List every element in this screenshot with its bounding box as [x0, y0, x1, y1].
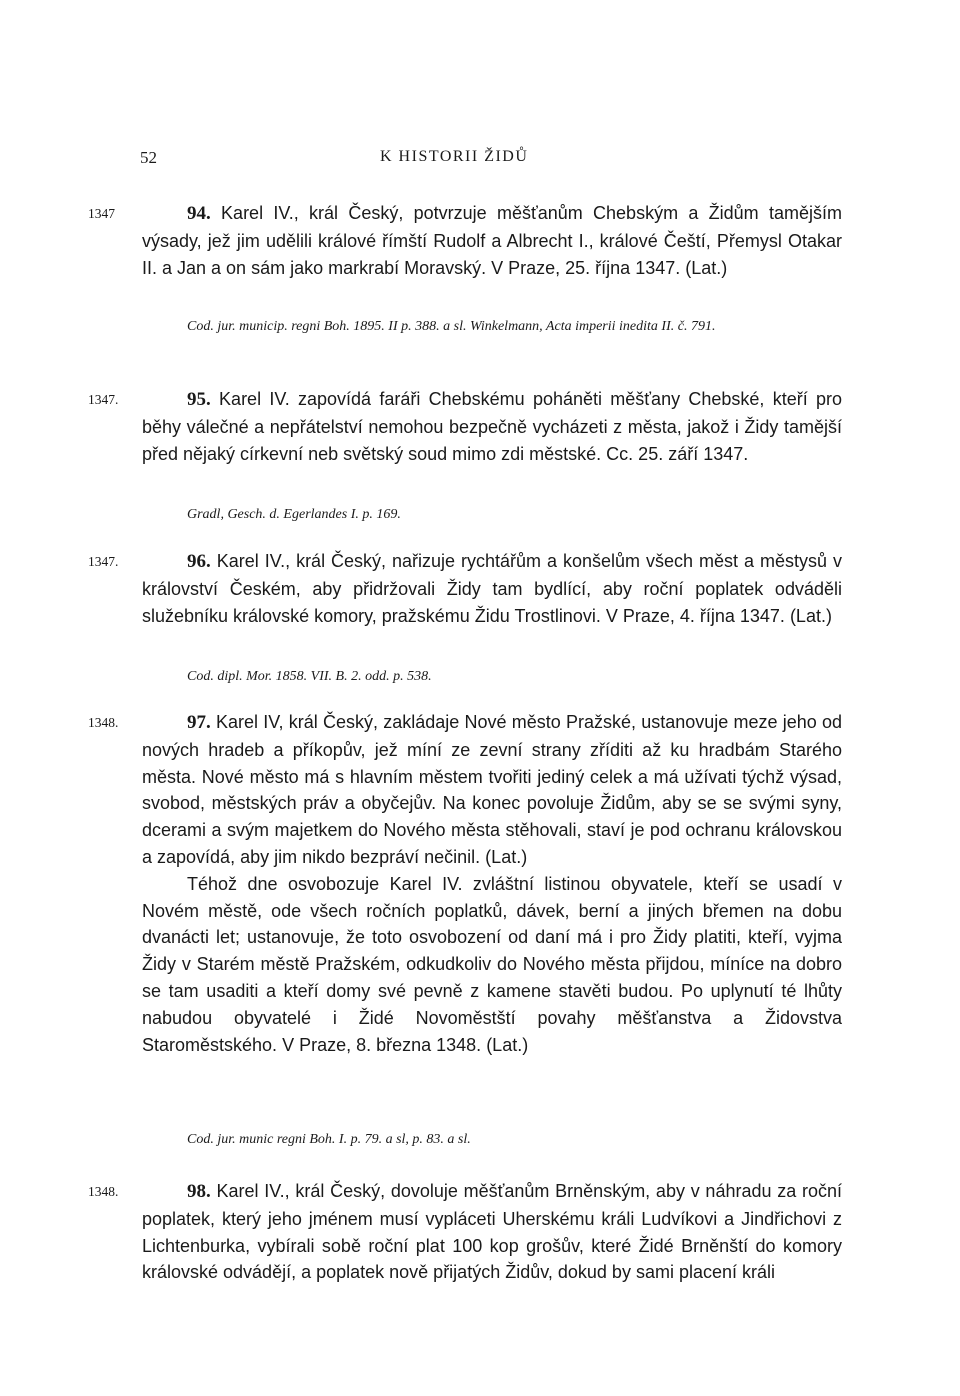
entry-number: 97. [187, 712, 211, 733]
entry-citation: Cod. dipl. Mor. 1858. VII. B. 2. odd. p. 538. [187, 669, 432, 684]
entry-year: 1348. [88, 1184, 119, 1199]
entry-text [142, 1178, 842, 1286]
running-title: K HISTORII ŽIDŮ [380, 148, 529, 165]
entry-citation: Cod. jur. municip. regni Boh. 1895. II p. 388. a sl. Winkelmann, Acta imperii inedita II. č. 791. [187, 319, 716, 334]
entry-year: 1347 [88, 206, 115, 221]
entry-citation: Cod. jur. munic regni Boh. I. p. 79. a sl, p. 83. a sl. [187, 1132, 471, 1147]
entry-text [142, 200, 842, 281]
page-header [0, 148, 960, 172]
entry-text [142, 548, 842, 629]
page-number: 52 [140, 148, 157, 167]
entry-text [142, 709, 842, 1058]
entry-number: 95. [187, 389, 211, 410]
entry-body: Karel IV. zapovídá faráři Chebskému poháněti měšťany Chebské, kteří pro běhy válečné a nepřátelství nemohou bezpečně vycházeti z města, jakož i Židy tamější před nějaký církevní neb světský soud mimo zdi městské. Cc. 25. září 1347. [142, 389, 842, 464]
entry-body: Karel IV, král Český, zakládaje Nové město Pražské, ustanovuje meze jeho od nových hradeb a příkopův, jež míní ze zevní strany zříditi až ku hradbám Starého města. Nové město má s hlavním městem tvořiti jediný celek a má užívati týchž výsad, svobod, městských práv a obyčejův. Na konec povoluje Židům, aby se se svými syny, dcerami a svým majetkem do Nového města stěhovali, staví je pod ochranu královskou a zapovídá, aby jim nikdo bezpráví nečinil. (Lat.) [142, 712, 842, 867]
entry-number: 94. [187, 203, 211, 224]
entry-year: 1348. [88, 715, 119, 730]
entry-body: Karel IV., král Český, nařizuje rychtářům a konšelům všech měst a městysů v království Českém, aby přidržovali Židy tam bydlící, aby roční poplatek odváděli služebníku královské komory, pražskému Židu Trostlinovi. V Praze, 4. října 1347. (Lat.) [142, 551, 842, 626]
entry-number: 96. [187, 551, 211, 572]
entry-citation: Gradl, Gesch. d. Egerlandes I. p. 169. [187, 507, 401, 522]
entry-body: Karel IV., král Český, potvrzuje měšťanům Chebským a Židům tamějším výsady, jež jim udělili králové římští Rudolf a Albrecht I., králové Čeští, Přemysl Otakar II. a Jan a on sám jako markrabí Moravský. V Praze, 25. října 1347. (Lat.) [142, 203, 842, 278]
entry-body: Karel IV., král Český, dovoluje měšťanům Brněnským, aby v náhradu za roční poplatek, který jeho jménem musí vypláceti Uherskému králi Ludvíkovi a Jindřichovi z Lichtenburka, vybírali sobě roční plat 100 kop grošův, které Židé Brněnští do komory královské odvádějí, a poplatek nově přijatých Židův, dokud by sami placení králi [142, 1181, 842, 1283]
entry-body-continued: Téhož dne osvobozuje Karel IV. zvláštní listinou obyvatele, kteří se usadí v Novém městě, ode všech ročních poplatků, dávek, berní a jiných břemen na dobu dvanácti let; ustanovuje, že toto osvobození od daní má i pro Židy platiti, kteří, vyjma Židy v Starém městě Pražském, odkudkoliv do Nového města přijdou, míníce na dobro se tam usaditi a kteří domy své pevně z kamene stavěti budou. Po uplynutí té lhůty nabudou obyvatelé i Židé Novoměstští povahy měšťanstva a Židovstva Staroměstského. V Praze, 8. března 1348. (Lat.) [142, 873, 842, 1055]
entry-year: 1347. [88, 392, 119, 407]
entry-text [142, 386, 842, 467]
entry-year: 1347. [88, 554, 119, 569]
entry-number: 98. [187, 1181, 211, 1202]
